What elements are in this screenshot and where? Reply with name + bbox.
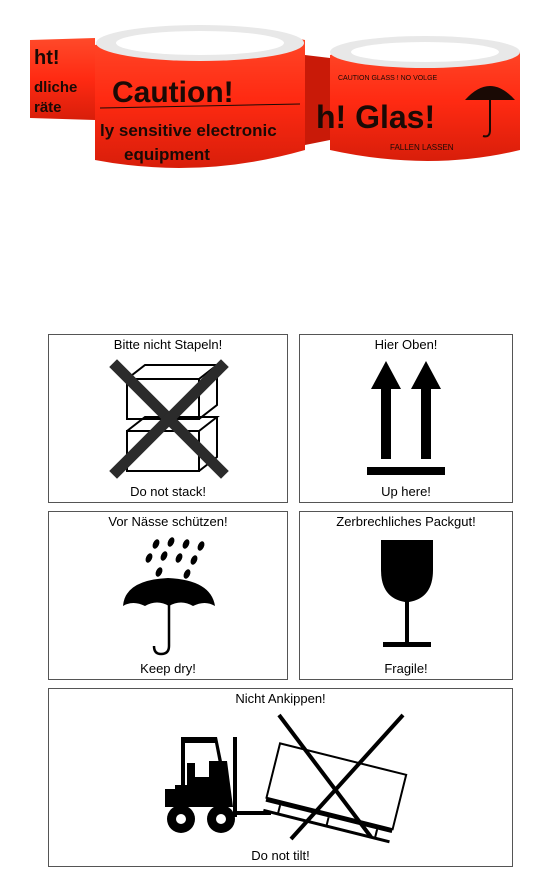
no-stack-icon (109, 359, 229, 479)
label-fragile-german: Zerbrechliches Packgut! (336, 514, 476, 529)
tape-edge-top-text: ht! (34, 47, 60, 69)
label-stack-german: Bitte nicht Stapeln! (113, 337, 223, 352)
label-up-here (299, 334, 513, 503)
tape-caution-line2: equipment (124, 145, 210, 164)
label-do-not-stack (48, 334, 288, 503)
label-dry-german: Vor Nässe schützen! (108, 514, 228, 529)
label-tilt-german: Nicht Ankippen! (235, 691, 326, 706)
label-up-english: Up here! (381, 484, 431, 499)
tape-caution-line1: ly sensitive electronic (100, 121, 277, 140)
wine-glass-icon (377, 540, 437, 652)
label-up-german: Hier Oben! (374, 337, 438, 352)
tape-glass-heading: h! Glas! (316, 99, 436, 135)
tape-caution-heading: Caution! (112, 76, 234, 109)
forklift-no-tilt-icon (161, 707, 411, 847)
label-tilt-english: Do not tilt! (251, 848, 310, 863)
label-dry-english: Keep dry! (140, 661, 196, 676)
tape-glass-small-top: CAUTION GLASS ! NO VOLGE (338, 75, 438, 82)
label-keep-dry (48, 511, 288, 680)
label-stack-english: Do not stack! (130, 484, 206, 499)
tape-glass-small-bottom: FALLEN LASSEN (390, 143, 454, 152)
tape-edge-bot-text: räte (34, 99, 62, 116)
tape-rolls-photo (0, 0, 556, 230)
label-fragile-english: Fragile! (384, 661, 428, 676)
label-fragile (299, 511, 513, 680)
umbrella-rain-icon (121, 536, 219, 658)
arrows-up-icon (363, 361, 453, 479)
tape-edge-mid-text: dliche (34, 79, 78, 96)
label-do-not-tilt (48, 688, 513, 867)
